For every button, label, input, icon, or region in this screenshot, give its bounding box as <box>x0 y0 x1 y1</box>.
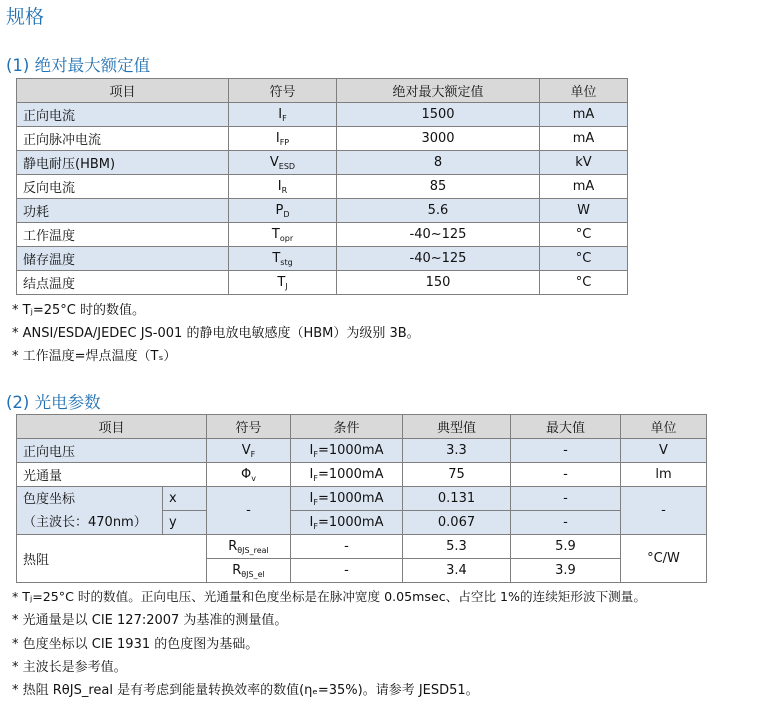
table-row <box>17 151 628 175</box>
symbol-cell: $R_{\theta JS\_el}$ <box>207 559 291 583</box>
footnote: * Tⱼ=25°C 时的数值。正向电压、光通量和色度坐标是在脉冲宽度 0.05msec、占空比 1%的连续矩形波下测量。 <box>12 589 646 604</box>
table-row <box>17 127 628 151</box>
symbol-cell: $V_F$ <box>207 439 291 463</box>
unit-cell: V <box>621 439 707 463</box>
axis-x-cell: x <box>163 487 207 511</box>
value-cell: 85 <box>337 175 540 199</box>
condition-cell: $I_F=1000mA$ <box>291 439 403 463</box>
header-item: 项目 <box>17 415 207 439</box>
condition-cell: $I_F=1000mA$ <box>291 511 403 535</box>
symbol-cell: - <box>207 487 291 535</box>
item-cell: 光通量 <box>17 463 207 487</box>
table-row <box>17 271 628 295</box>
item-cell: 静电耐压(HBM) <box>17 151 229 175</box>
item-cell: 热阻 <box>17 535 207 583</box>
value-cell: 8 <box>337 151 540 175</box>
table-row <box>17 199 628 223</box>
footnote: * ANSI/ESDA/JEDEC JS-001 的静电放电敏感度（HBM）为级别 3B。 <box>12 326 420 341</box>
header-symbol: 符号 <box>229 79 337 103</box>
header-max: 最大值 <box>511 415 621 439</box>
unit-cell: mA <box>540 127 628 151</box>
footnote: * 工作温度=焊点温度（Tₛ） <box>12 349 177 364</box>
value-cell: 5.6 <box>337 199 540 223</box>
value-cell: -40~125 <box>337 223 540 247</box>
table-header-row <box>17 79 628 103</box>
absolute-max-ratings-table <box>16 78 628 295</box>
symbol-cell: $I_F$ <box>229 103 337 127</box>
condition-cell: $I_F=1000mA$ <box>291 463 403 487</box>
max-cell: 3.9 <box>511 559 621 583</box>
symbol-cell: $P_D$ <box>229 199 337 223</box>
section2-heading: (2) 光电参数 <box>6 393 101 412</box>
typical-cell: 5.3 <box>403 535 511 559</box>
condition-cell: $I_F=1000mA$ <box>291 487 403 511</box>
item-cell: 功耗 <box>17 199 229 223</box>
unit-cell: mA <box>540 103 628 127</box>
max-cell: - <box>511 439 621 463</box>
typical-cell: 3.3 <box>403 439 511 463</box>
axis-y-cell: y <box>163 511 207 535</box>
item-cell: 正向脉冲电流 <box>17 127 229 151</box>
table-row-luminous-flux <box>17 463 707 487</box>
footnote: * 热阻 RθJS_real 是有考虑到能量转换效率的数值(ηₑ=35%)。请参考 JESD51。 <box>12 683 479 698</box>
item-cell: 工作温度 <box>17 223 229 247</box>
page-title: 规格 <box>6 6 45 28</box>
unit-cell: °C <box>540 247 628 271</box>
value-cell: 150 <box>337 271 540 295</box>
max-cell: - <box>511 487 621 511</box>
symbol-cell: $I_{FP}$ <box>229 127 337 151</box>
symbol-cell: $R_{\theta JS\_real}$ <box>207 535 291 559</box>
condition-cell: - <box>291 535 403 559</box>
header-item: 项目 <box>17 79 229 103</box>
typical-cell: 0.067 <box>403 511 511 535</box>
item-cell: 正向电压 <box>17 439 207 463</box>
unit-cell: °C <box>540 271 628 295</box>
unit-cell: mA <box>540 175 628 199</box>
header-typical: 典型值 <box>403 415 511 439</box>
chroma-label: 色度坐标 <box>23 491 76 507</box>
typical-cell: 3.4 <box>403 559 511 583</box>
symbol-cell: $V_{ESD}$ <box>229 151 337 175</box>
dominant-wavelength-label: （主波长：470nm） <box>23 514 147 530</box>
header-unit: 单位 <box>540 79 628 103</box>
item-cell <box>17 487 163 535</box>
unit-cell: - <box>621 487 707 535</box>
electro-optical-table <box>16 414 707 583</box>
unit-cell: °C <box>540 223 628 247</box>
section1-heading: (1) 绝对最大额定值 <box>6 56 151 75</box>
header-unit: 单位 <box>621 415 707 439</box>
table-row-thermal-real <box>17 535 707 559</box>
item-cell: 正向电流 <box>17 103 229 127</box>
header-symbol: 符号 <box>207 415 291 439</box>
value-cell: -40~125 <box>337 247 540 271</box>
unit-cell: °C/W <box>621 535 707 583</box>
symbol-cell: $T_J$ <box>229 271 337 295</box>
table-row <box>17 247 628 271</box>
table-header-row <box>17 415 707 439</box>
item-cell: 结点温度 <box>17 271 229 295</box>
typical-cell: 0.131 <box>403 487 511 511</box>
footnote: * Tⱼ=25°C 时的数值。 <box>12 303 145 318</box>
max-cell: - <box>511 511 621 535</box>
value-cell: 3000 <box>337 127 540 151</box>
unit-cell: W <box>540 199 628 223</box>
footnote: * 光通量是以 CIE 127:2007 为基准的测量值。 <box>12 613 288 628</box>
unit-cell: lm <box>621 463 707 487</box>
unit-cell: kV <box>540 151 628 175</box>
symbol-cell: $I_R$ <box>229 175 337 199</box>
table-row <box>17 103 628 127</box>
table-row <box>17 223 628 247</box>
item-cell: 储存温度 <box>17 247 229 271</box>
value-cell: 1500 <box>337 103 540 127</box>
table-row <box>17 175 628 199</box>
condition-cell: - <box>291 559 403 583</box>
header-rating: 绝对最大额定值 <box>337 79 540 103</box>
max-cell: 5.9 <box>511 535 621 559</box>
symbol-cell: $T_{opr}$ <box>229 223 337 247</box>
footnote: * 色度坐标以 CIE 1931 的色度图为基础。 <box>12 637 259 652</box>
max-cell: - <box>511 463 621 487</box>
header-condition: 条件 <box>291 415 403 439</box>
table-row-forward-voltage <box>17 439 707 463</box>
item-cell: 反向电流 <box>17 175 229 199</box>
symbol-cell: $T_{stg}$ <box>229 247 337 271</box>
footnote: * 主波长是参考值。 <box>12 660 127 675</box>
table-row-chromaticity-x <box>17 487 707 511</box>
typical-cell: 75 <box>403 463 511 487</box>
symbol-cell: $\Phi_v$ <box>207 463 291 487</box>
